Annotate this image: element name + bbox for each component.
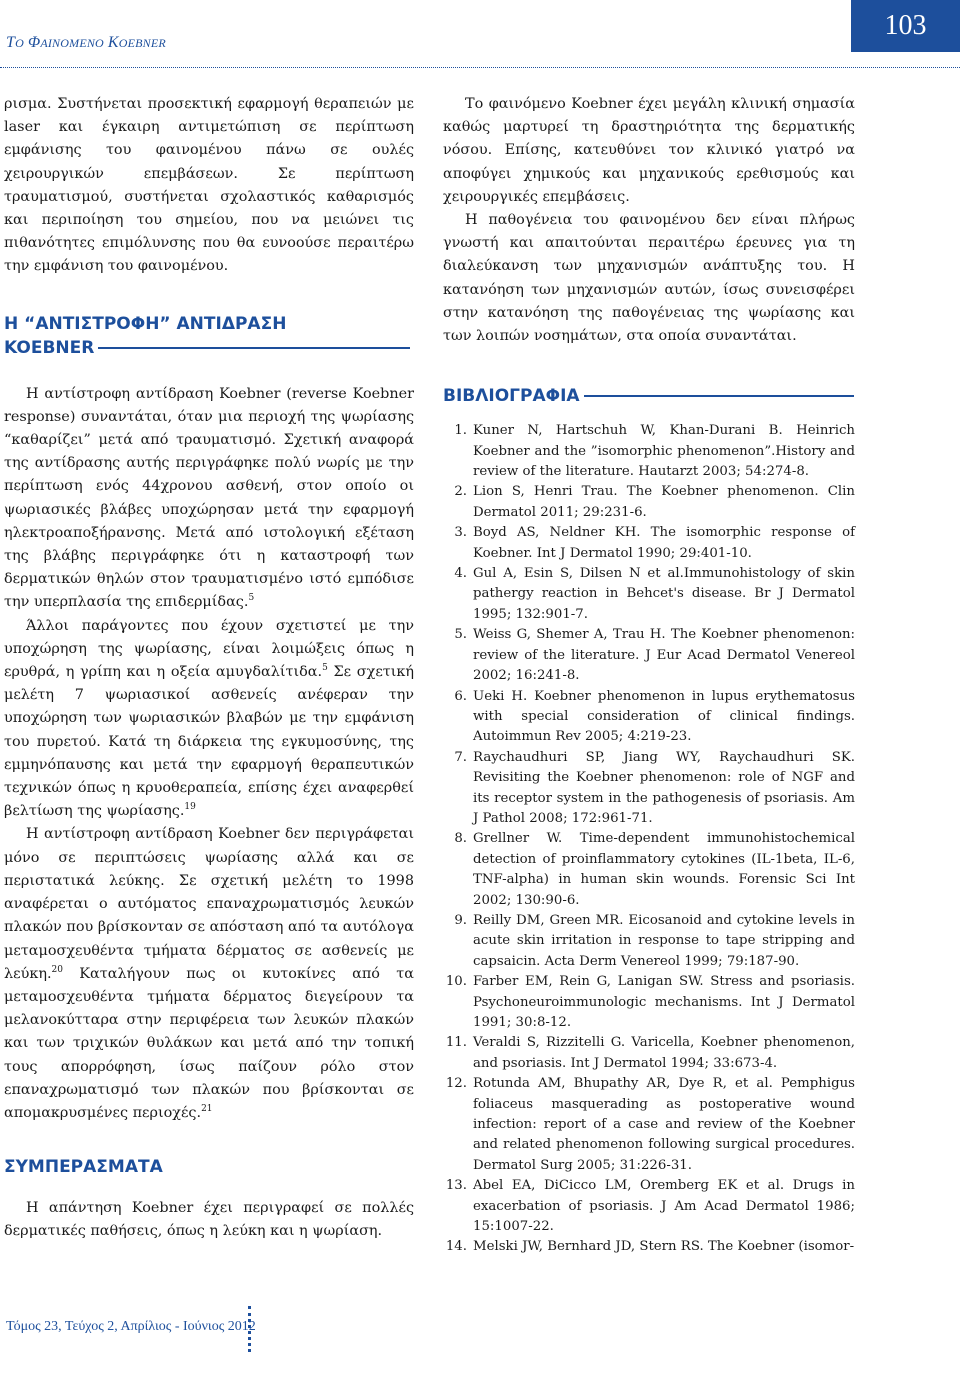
reference-text: Farber EM, Rein G, Lanigan SW. Stress and psoriasis. Psychoneuroimmunologic mechanisms. Int J Dermatol 1991; 30:8-12. <box>473 974 855 1031</box>
reference-item <box>443 1074 855 1176</box>
reference-number: 5. <box>454 627 467 643</box>
reference-text: Gul A, Esin S, Dilsen N et al.Immunohistology of skin pathergy reaction in Behcet's disease. Br J Dermatol 1995; 132:901-7. <box>473 566 855 622</box>
reference-text: Veraldi S, Rizzitelli G. Varicella, Koebner phenomenon, and psoriasis. Int J Dermatol 1994; 33:673-4. <box>473 1035 855 1071</box>
reference-number: 12. <box>445 1076 467 1092</box>
reference-number: 1. <box>454 423 467 439</box>
reference-number: 7. <box>454 749 467 765</box>
page-number: 103 <box>851 0 960 52</box>
reference-item <box>443 625 855 686</box>
paragraph-reverse-3: Η αντίστροφη αντίδραση Koebner δεν περιγράφεται μόνο σε περιπτώσεις ψωρίασης αλλά και σε περιστατικά λεύκης. Σε σχετική μελέτη το 1998 αναφέρεται ο αυτόματος επαναχρωματισμός λευκών πλακών που βρίσκονταν σε απόσταση από τα αυτόλογα μεταμοσχευθέντα τμήματα δέρματος σε ασθενείς με λεύκη.$^{20}$ Καταλήγουν πως οι κυτοκίνες από τα μεταμοσχευθέντα τμήματα δέρματος διεγείρουν τα μελανοκύτταρα στην περιφέρεια των λευκών πλακών και των τριχικών θυλάκων και μετά από την τοπική τους απορρόφηση, ίσως παίζουν ρόλο στον επαναχρωματισμό των πλακών που βρίσκονται σε απομακρυσμένες περιοχές.$^{21}$ <box>4 826 414 1121</box>
reference-text: Lion S, Henri Trau. The Koebner phenomenon. Clin Dermatol 2011; 29:231-6. <box>473 484 855 520</box>
reference-number: 6. <box>454 688 467 704</box>
section-heading-reverse-koebner: Η “ΑΝΤΙΣΤΡΟΦΗ” ΑΝΤΙΔΡΑΣΗ KOEBNER <box>4 312 414 360</box>
paragraph-intro-continued: ρισμα. Συστήνεται προσεκτική εφαρμογή θεραπειών με laser και έγκαιρη αντιμετώπιση σε περίπτωση εμφάνισης του φαινομένου πάνω σε ουλές χειρουργικών επεμβάσεων. Σε περίπτωση τραυματισμού, συστήνεται σχολαστικός καθαρισμός και περιποίηση του σημείου, που να μειώνει τις πιθανότητες επιμόλυνσης που θα ευνοούσε περαιτέρω την εμφάνιση του φαινομένου. <box>4 96 414 275</box>
reference-item <box>443 972 855 1033</box>
reference-item <box>443 482 855 523</box>
paragraph-clinical-significance: Το φαινόμενο Koebner έχει μεγάλη κλινική σημασία καθώς μαρτυρεί τη δραστηριότητα της δερματικής νόσου. Επίσης, κατευθύνει τον κλινικό γιατρό να αποφύγει χημικούς και μηχανικούς ερεθισμούς και χειρουργικές επεμβάσεις. <box>443 96 855 205</box>
reference-text: Reilly DM, Green MR. Eicosanoid and cytokine levels in acute skin irritation in response to tape stripping and capsaicin. Acta Derm Venereol 1999; 79:187-90. <box>473 912 855 969</box>
reference-text: Abel EA, DiCicco LM, Oremberg EK et al. Drugs in exacerbation of psoriasis. J Am Acad Dermatol 1986; 15:1007-22. <box>473 1178 855 1235</box>
heading-rule <box>98 347 410 349</box>
reference-text: Kuner N, Hartschuh W, Khan-Durani B. Heinrich Koebner and the ”isomorphic phenomenon”.History and review of the literature. Hautarzt 2003; 54:274-8. <box>473 423 855 480</box>
reference-item <box>443 523 855 564</box>
reference-number: 2. <box>454 484 467 500</box>
reference-item <box>443 911 855 972</box>
reference-item <box>443 1237 855 1257</box>
left-column <box>4 93 414 1244</box>
paragraph-reverse-1: Η αντίστροφη αντίδραση Koebner (reverse Koebner response) συναντάται, όταν μια περιοχή της ψωρίασης “καθαρίζει” μετά από τραυματισμό. Σχετική αναφορά της αντίδρασης αυτής περιγράφηκε πολύ νωρίς με την περίπτωση ενός 44χρονου ασθενή, στον οποίο οι ψωριασικές βλάβες υποχώρησαν μετά την εφαρμογή ηλεκτροαποξήρανσης. Μετά από ιστολογική εξέταση της βλάβης περιγράφηκε ότι η καταστροφή των δερματικών θηλών στον τραυματισμένο ιστό εμπόδισε την υπερπλασία της επιδερμίδας.$^5$ <box>4 385 414 611</box>
reference-text: Rotunda AM, Bhupathy AR, Dye R, et al. Pemphigus foliaceus masquerading as postoperative wound infection: report of a case and review of the Koebner and related phenomenon following surgical procedures. Dermatol Surg 2005; 31:226-31. <box>473 1076 855 1173</box>
reference-text: Ueki H. Koebner phenomenon in lupus erythematosus with special consideration of clinical findings. Autoimmun Rev 2005; 4:219-23. <box>473 688 855 745</box>
paragraph-pathogenesis: Η παθογένεια του φαινομένου δεν είναι πλήρως γνωστή και απαιτούνται περαιτέρω έρευνες για τη διαλεύκανση των μηχανισμών ανάπτυξης του. Η κατανόηση των μηχανισμών αυτών, ίσως συνεισφέρει στην κατανόηση της παθογένειας της ψωρίασης και των λοιπών νοσημάτων, στα οποία συναντάται. <box>443 212 855 345</box>
reference-number: 4. <box>454 566 467 582</box>
paragraph-conclusions: Η απάντηση Koebner έχει περιγραφεί σε πολλές δερματικές παθήσεις, όπως η λεύκη και η ψωρίαση. <box>4 1200 414 1240</box>
reference-number: 10. <box>445 974 467 990</box>
reference-item <box>443 748 855 830</box>
reference-text: Melski JW, Bernhard JD, Stern RS. The Koebner (isomor- <box>473 1239 855 1255</box>
reference-number: 3. <box>454 525 467 541</box>
reference-item <box>443 1033 855 1074</box>
paragraph-reverse-2: Άλλοι παράγοντες που έχουν σχετιστεί με την υποχώρηση της ψωρίασης, είναι λοιμώξεις όπως η ερυθρά, η γρίπη και η οξεία αμυγδαλίτιδα.$^5$ Σε σχετική μελέτη 7 ψωριασικοί ασθενείς ανέφεραν την υποχώρηση των ψωριασικών βλαβών με την εμφάνιση του πυρετού. Κατά τη διάρκεια της εγκυμοσύνης, της εμμηνόπαυσης και μετά την εφαρμογή θεραπευτικών τεχνικών όπως η κρυοθεραπεία, επίσης έχει αναφερθεί βελτίωση της ψωρίασης.$^{19}$ <box>4 617 415 820</box>
reference-number: 14. <box>445 1239 467 1255</box>
running-head: ΤΟ ΦΑΙΝΟΜΕΝΟ KOEBNER <box>6 34 166 51</box>
reference-number: 9. <box>454 912 467 928</box>
section-conclusions <box>4 1155 414 1243</box>
right-column <box>443 93 855 1258</box>
reference-item <box>443 564 855 625</box>
reference-number: 8. <box>454 831 467 847</box>
reference-text: Boyd AS, Neldner KH. The isomorphic response of Koebner. Int J Dermatol 1990; 29:401-10. <box>473 525 855 561</box>
reference-item <box>443 421 855 482</box>
section-bibliography <box>443 384 855 1258</box>
section-reverse-koebner <box>4 312 414 1126</box>
footer-issue-info: Τόμος 23, Τεύχος 2, Απρίλιος - Ιούνιος 2012 <box>6 1319 256 1334</box>
reference-number: 13. <box>445 1178 467 1194</box>
header-divider <box>0 67 960 68</box>
reference-item <box>443 829 855 911</box>
reference-text: Raychaudhuri SP, Jiang WY, Raychaudhuri SK. Revisiting the Koebner phenomenon: role of NGF and its receptor system in the pathogenesis of psoriasis. Am J Pathol 2008; 172:961-71. <box>473 749 855 826</box>
reference-text: Grellner W. Time-dependent immunohistochemical detection of proinflammatory cytokines (IL-1beta, IL-6, TNF-alpha) in human skin wounds. Forensic Sci Int 2002; 130:90-6. <box>473 831 855 908</box>
section-heading-conclusions: ΣΥΜΠΕΡΑΣΜΑΤΑ <box>4 1157 163 1178</box>
reference-list <box>443 421 855 1258</box>
reference-number: 11. <box>445 1035 467 1051</box>
section-heading-bibliography: ΒΙΒΛΙΟΓΡΑΦΙΑ <box>443 384 855 408</box>
footer-divider <box>248 1306 251 1352</box>
reference-item <box>443 1176 855 1237</box>
reference-text: Weiss G, Shemer A, Trau H. The Koebner phenomenon: review of the literature. J Eur Acad Dermatol Venereol 2002; 16:241-8. <box>473 627 855 684</box>
reference-item <box>443 687 855 748</box>
heading-rule <box>584 395 854 397</box>
